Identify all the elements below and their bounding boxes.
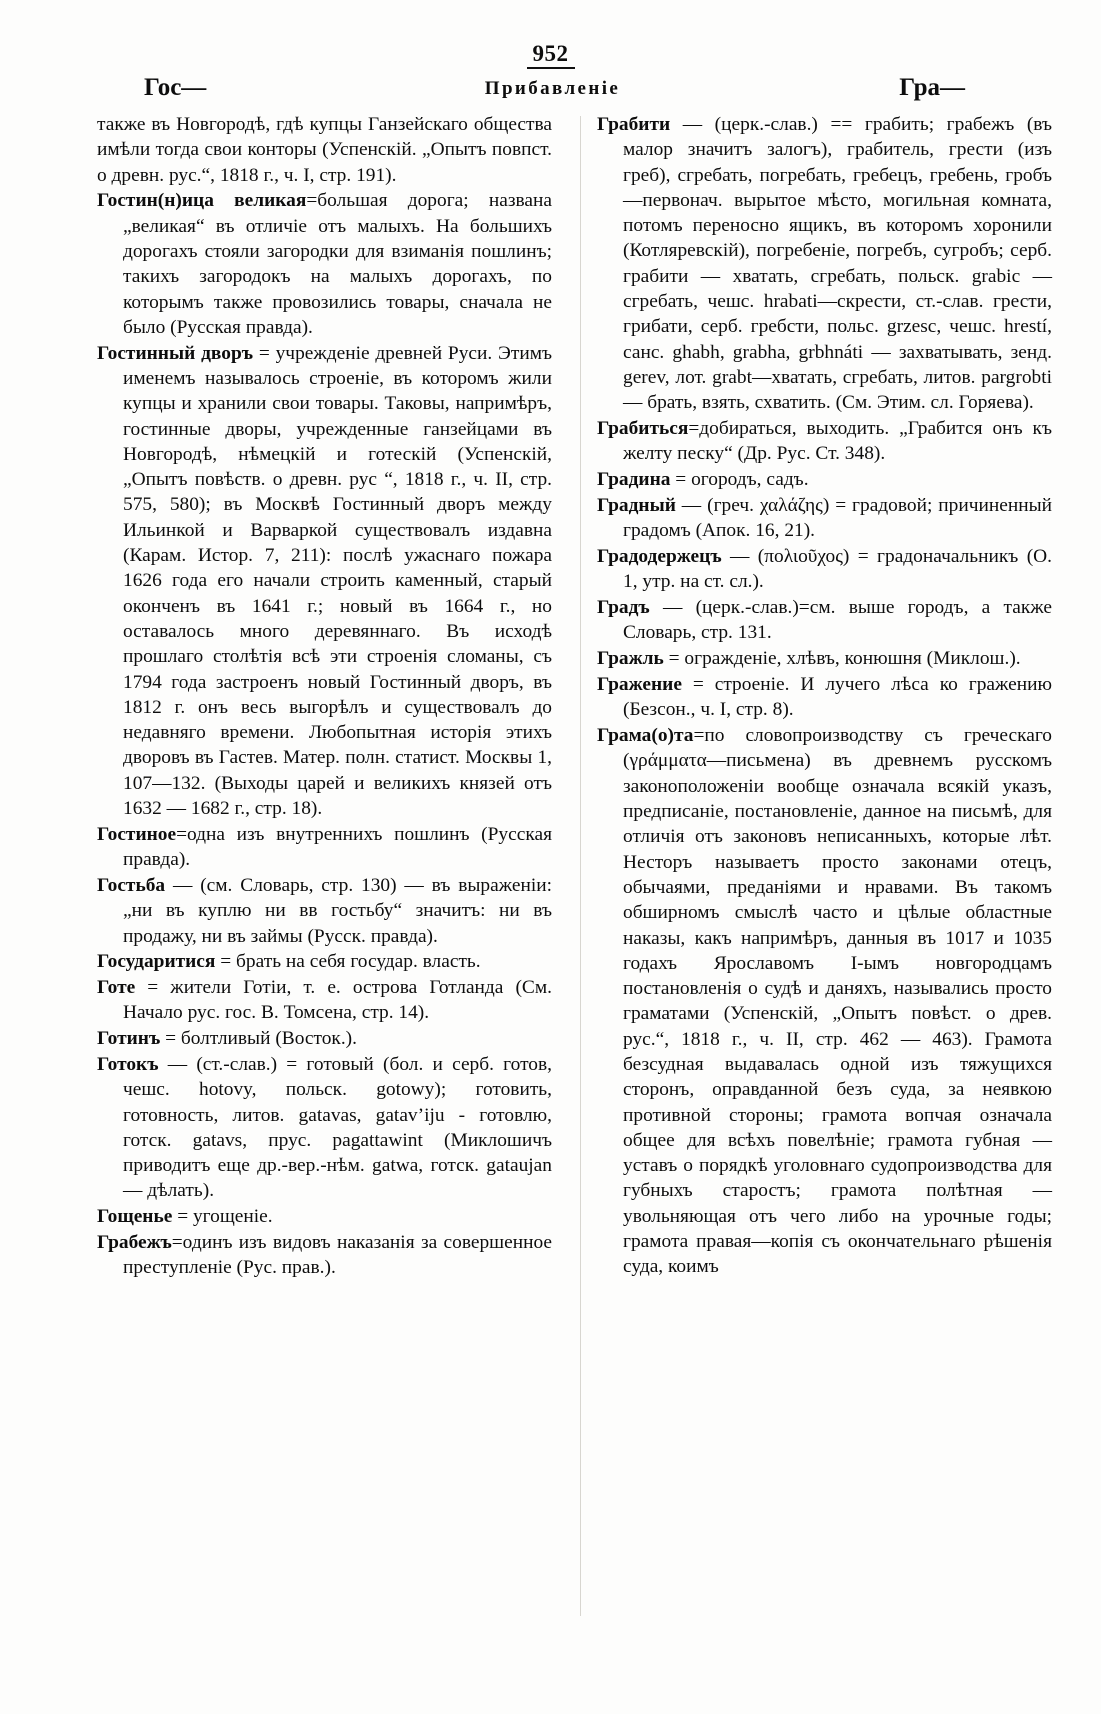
headword: Градный — [597, 494, 676, 516]
entry-text: = болтливый (Восток.). — [160, 1028, 357, 1050]
entry-gostinnyj-dvor — [97, 341, 552, 822]
entry-gostinnica — [97, 188, 552, 340]
entry-continuation — [97, 112, 552, 188]
entry-text: — (церк.-слав.) == грабить; грабежъ (въ малор значитъ залогъ), грабитель, грести (изъ греб), сгребать, погребать, гребецъ, гребень, гробъ—первонач. вырытое мѣсто, могильная комната, потомъ переносно ящикъ, въ которомъ хоронили (Котляревскій), погребеніе, погребъ, сугробъ; серб. грабити — хватать, сгребать, польск. grabic — сгребать, чешс. hrabati—скрести, ст.-слав. грести, грибати, серб. гребсти, польс. grzesc, чешс. hrestí, санс. ghabh, grabha, grbhnáti — захватывать, зенд. gerev, лот. grabt—хватать, сгребать, литов. pargrobti — брать, взять, схватить. (См. Этим. сл. Горяева). — [623, 114, 1052, 414]
headword: Готинъ — [97, 1028, 161, 1050]
headword: Грабежъ — [97, 1232, 172, 1254]
page-number: 952 — [527, 42, 575, 69]
entry-text: = строеніе. И лучего лѣса ко гражению (Безсон., ч. I, стр. 8). — [623, 674, 1052, 721]
entry-text: — (πολιοῦχος) = градоначальникъ (О. 1, утр. на ст. сл.). — [623, 546, 1052, 593]
entry-text: =одна изъ внутреннихъ пошлинъ (Русская правда). — [123, 823, 552, 871]
entry-grabiti — [597, 112, 1052, 416]
entry-grabitsya — [597, 416, 1052, 467]
right-column — [597, 112, 1052, 1280]
column-divider — [580, 116, 581, 1616]
entry-gradnyj — [597, 493, 1052, 544]
entry-text: — (церк.-слав.)=см. выше городъ, а также Словарь, стр. 131. — [623, 597, 1052, 644]
entry-grabezh — [97, 1230, 552, 1281]
headword: Гостьба — [97, 874, 166, 896]
entry-text: = огражденіе, хлѣвъ, конюшня (Миклош.). — [663, 648, 1021, 670]
headword: Гостин(н)ица великая — [97, 190, 307, 212]
entry-text: = брать на себя государ. власть. — [215, 951, 481, 973]
entry-text: =по словопроизводству съ греческаго (γράμματα—письмена) въ древнемъ русскомъ законоположеніи вообще означала всякій указъ, предписаніе, постановленіе, данное на письмѣ, для отличія отъ законовъ неписанныхъ, которые лѣт. Несторъ называетъ просто законами отецъ, обычаями, преданіями и нравами. Въ такомъ обширномъ смыслѣ часто и цѣлые областные наказы, какъ напримѣръ, данныя въ 1017 и 1035 годахъ Ярославомъ I-ымъ новгородцамъ постановленія о судѣ и даняхъ, назывались просто граматами (Успенскій, „Опытъ повѣст. о древ. рус.“, 1818 г., ч. II, стр. 462 — 463). Грамота безсудная выдавалась одной изъ тяжущихся сторонъ, оправданной безъ суда, за неявкою противной стороны; грамота вопчая означала общее для всѣхъ повелѣніе; грамота губная — уставъ о порядкѣ уголовнаго судопроизводства для губныхъ старостъ; грамота полѣтная — увольняющая отъ чего либо на урочные годы; грамота правая—копія съ окончательнаго рѣшенія суда, коимъ — [623, 725, 1052, 1278]
entry-gosudaritisya — [97, 949, 552, 974]
entry-text: = жители Готіи, т. е. острова Готланда (См. Начало рус. гос. В. Томсена, стр. 14). — [123, 977, 552, 1024]
columns — [0, 112, 1101, 1642]
headword: Готе — [97, 977, 136, 999]
headword: Гражль — [597, 648, 664, 670]
headword: Гостиное — [97, 823, 177, 845]
headword: Грабити — [597, 114, 671, 135]
entry-grazhd — [597, 646, 1052, 671]
headword: Грабиться — [597, 418, 689, 440]
entry-text: также въ Новгородѣ, гдѣ купцы Ганзейскаго общества имѣли тогда свои конторы (Успенскій. „Опытъ повпст. о древн. рус.“, 1818 г., ч. I, стр. 191). — [97, 114, 552, 186]
headword: Гощенье — [97, 1206, 173, 1228]
entry-gradina — [597, 467, 1052, 492]
running-head — [100, 74, 1005, 102]
headword: Государитися — [97, 951, 216, 973]
entry-grad — [597, 595, 1052, 646]
entry-goshhene — [97, 1204, 552, 1229]
entry-text: — (греч. χαλάζης) = градовой; причиненный градомъ (Апок. 16, 21). — [623, 494, 1052, 542]
entry-gostba — [97, 873, 552, 949]
headword: Готокъ — [97, 1053, 159, 1075]
entry-gotin — [97, 1026, 552, 1051]
left-column — [97, 112, 552, 1281]
headword: Гражение — [597, 674, 682, 696]
headword: Градъ — [597, 597, 650, 619]
headword: Гостинный дворъ — [97, 342, 254, 364]
entry-text: =большая дорога; названа „великая“ въ отличіе отъ малыхъ. На большихъ дорогахъ стояли загородки для взиманія пошлинъ; такихъ загородокъ на малыхъ дорогахъ, по которымъ также провозились товары, сначала не было (Русская правда). — [123, 190, 552, 338]
page-number-container — [0, 42, 1101, 69]
entry-gotok — [97, 1052, 552, 1204]
entry-gradoderzhec — [597, 544, 1052, 595]
entry-text: =одинъ изъ видовъ наказанія за совершенное преступленіе (Рус. прав.). — [123, 1232, 552, 1279]
entry-gote — [97, 975, 552, 1026]
running-head-right: Гра— — [899, 74, 965, 101]
entry-gostinoe — [97, 822, 552, 873]
entry-grazhenie — [597, 672, 1052, 723]
headword: Грама(о)та — [597, 725, 694, 747]
entry-text: = угощеніе. — [172, 1206, 273, 1228]
running-head-left: Гос— — [144, 74, 207, 101]
entry-text: =добираться, выходить. „Грабится онъ къ желту песку“ (Др. Рус. Ст. 348). — [623, 418, 1052, 465]
entry-text: = огородъ, садъ. — [670, 469, 809, 491]
running-head-center: Прибавленіе — [484, 78, 621, 99]
entry-text: — (ст.-слав.) = готовый (бол. и серб. готов, чешс. hotovy, польск. gotowy); готовить, готовность, литов. gatavas, gatav’iju - готовлю, готск. gatavs, прус. pagattawint (Миклошичъ приводитъ еще др.-вер.-нѣм. gatwa, готск. gataujan — дѣлать). — [123, 1053, 552, 1202]
entry-gramota — [597, 723, 1052, 1280]
headword: Градина — [597, 469, 671, 491]
headword: Градодержецъ — [597, 546, 722, 568]
entry-text: — (см. Словарь, стр. 130) — въ выраженіи: „ни въ куплю ни вв гостьбу“ значитъ: ни въ продажу, ни въ займы (Русск. правда). — [123, 874, 552, 947]
entry-text: = учрежденіе древней Руси. Этимъ именемъ называлось строеніе, въ которомъ жили купцы и хранили свои товары. Таковы, напримѣръ, гостинные дворы, учрежденные ганзейцами въ Новгородѣ, нѣмецкій и готескій (Успенскій, „Опытъ повѣств. о древн. рус “, 1818 г., ч. II, стр. 575, 580); въ Москвѣ Гостинный дворъ между Ильинкой и Варваркой существовалъ издавна (Карам. Истор. 7, 211): послѣ ужаснаго пожара 1626 года его начали строить каменный, старый оконченъ въ 1641 г.; новый въ 1664 г., но оставалось много деревяннаго. Въ исходѣ прошлаго столѣтія всѣ эти строенія сломаны, съ 1794 года застроенъ новый Гостинный дворъ, въ 1812 г. онъ весь выгорѣлъ и существовалъ до недавняго времени. Любопытная исторія этихъ дворовъ въ Гастев. Матер. полн. статист. Москвы 1, 107—132. (Выходы царей и великихъ князей отъ 1632 — 1682 г., стр. 18). — [123, 342, 552, 820]
